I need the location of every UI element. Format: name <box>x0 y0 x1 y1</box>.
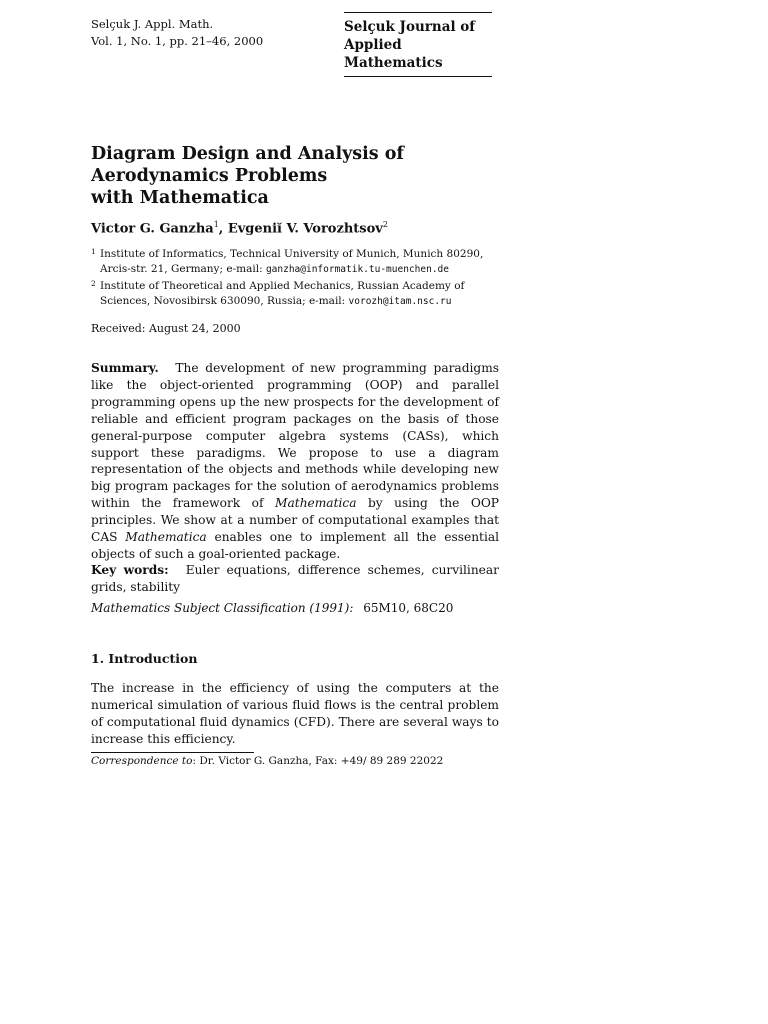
summary-label: Summary. <box>91 361 159 375</box>
msc-label: Mathematics Subject Classification (1991): <box>91 601 354 615</box>
author-affil-mark: 2 <box>382 220 388 229</box>
received-date: Received: August 24, 2000 <box>91 322 241 335</box>
volume-info: Vol. 1, No. 1, pp. 21–46, 2000 <box>91 34 264 48</box>
msc-codes: 65M10, 68C20 <box>363 601 454 615</box>
paper-title <box>91 143 511 209</box>
title-line3: with Mathematica <box>91 188 269 208</box>
section-heading: 1. Introduction <box>91 651 198 666</box>
summary-italic-2: Mathematica <box>125 530 207 545</box>
summary-paragraph <box>91 360 499 563</box>
summary-text-c: enables one to implement all the essential objects of such a goal-oriented package. <box>91 530 500 561</box>
journal-citation <box>91 16 263 50</box>
affiliation-email: ganzha@informatik.tu-muenchen.de <box>265 264 449 275</box>
affiliation-text: Institute of Theoretical and Applied Mechanics, Russian Academy of Sciences, Novosibirsk 630090, Russia; e-mail: <box>100 280 465 307</box>
author-affil-mark: 1 <box>213 220 219 229</box>
journal-abbrev: Selçuk J. Appl. Math. <box>91 17 214 31</box>
footnote-text: : Dr. Victor G. Ganzha, Fax: +49/ 89 289 22022 <box>192 755 444 767</box>
keywords-text: Euler equations, difference schemes, curvilinear grids, stability <box>91 563 499 594</box>
author-name: Victor G. Ganzha <box>91 221 214 237</box>
intro-paragraph: The increase in the efficiency of using the computers at the numerical simulation of various fluid flows is the central problem of computational fluid dynamics (CFD). There are several ways to increase this efficiency. <box>91 681 499 746</box>
summary-text-a: The development of new programming paradigms like the object-oriented programming (OOP) and parallel programming opens up the new prospects for the development of reliable and efficient program packages on the basis of those general-purpose computer algebra systems (CASs), which support these paradigms. We propose to use a diagram representation of the objects and methods while developing new big program packages for the solution of aerodynamics problems within the framework of <box>91 361 500 511</box>
journal-name-line1: Selçuk Journal of <box>344 19 476 35</box>
affiliation-mark: 1 <box>91 247 96 256</box>
affiliation-item <box>91 247 499 277</box>
affiliation-item <box>91 279 499 309</box>
author-name: Evgeniĭ V. Vorozhtsov <box>227 221 383 237</box>
summary-italic-1: Mathematica <box>275 496 357 511</box>
summary-text-b: by using the OOP principles. We show at a number of computational examples that CAS <box>91 496 500 545</box>
footnote-rule <box>91 752 254 753</box>
footnote <box>91 755 443 767</box>
footnote-label: Correspondence to <box>91 755 193 767</box>
title-line1: Diagram Design and Analysis of <box>91 144 404 164</box>
author-list: Victor G. Ganzha$^1$, Evgeniĭ V. Vorozhtsov$^2$ <box>91 220 388 237</box>
affiliation-mark: 2 <box>91 279 96 288</box>
keywords-label: Key words: <box>91 563 169 577</box>
msc-line <box>91 601 453 615</box>
keywords-paragraph <box>91 562 499 596</box>
title-line2: Aerodynamics Problems <box>91 166 328 186</box>
affiliation-text: Institute of Informatics, Technical University of Munich, Munich 80290, Arcis-str. 21, Germany; e-mail: <box>100 248 484 275</box>
journal-name-box <box>344 12 492 77</box>
affiliations <box>91 247 499 311</box>
journal-name-line2: Applied Mathematics <box>344 37 443 71</box>
affiliation-email: vorozh@itam.nsc.ru <box>348 296 452 307</box>
